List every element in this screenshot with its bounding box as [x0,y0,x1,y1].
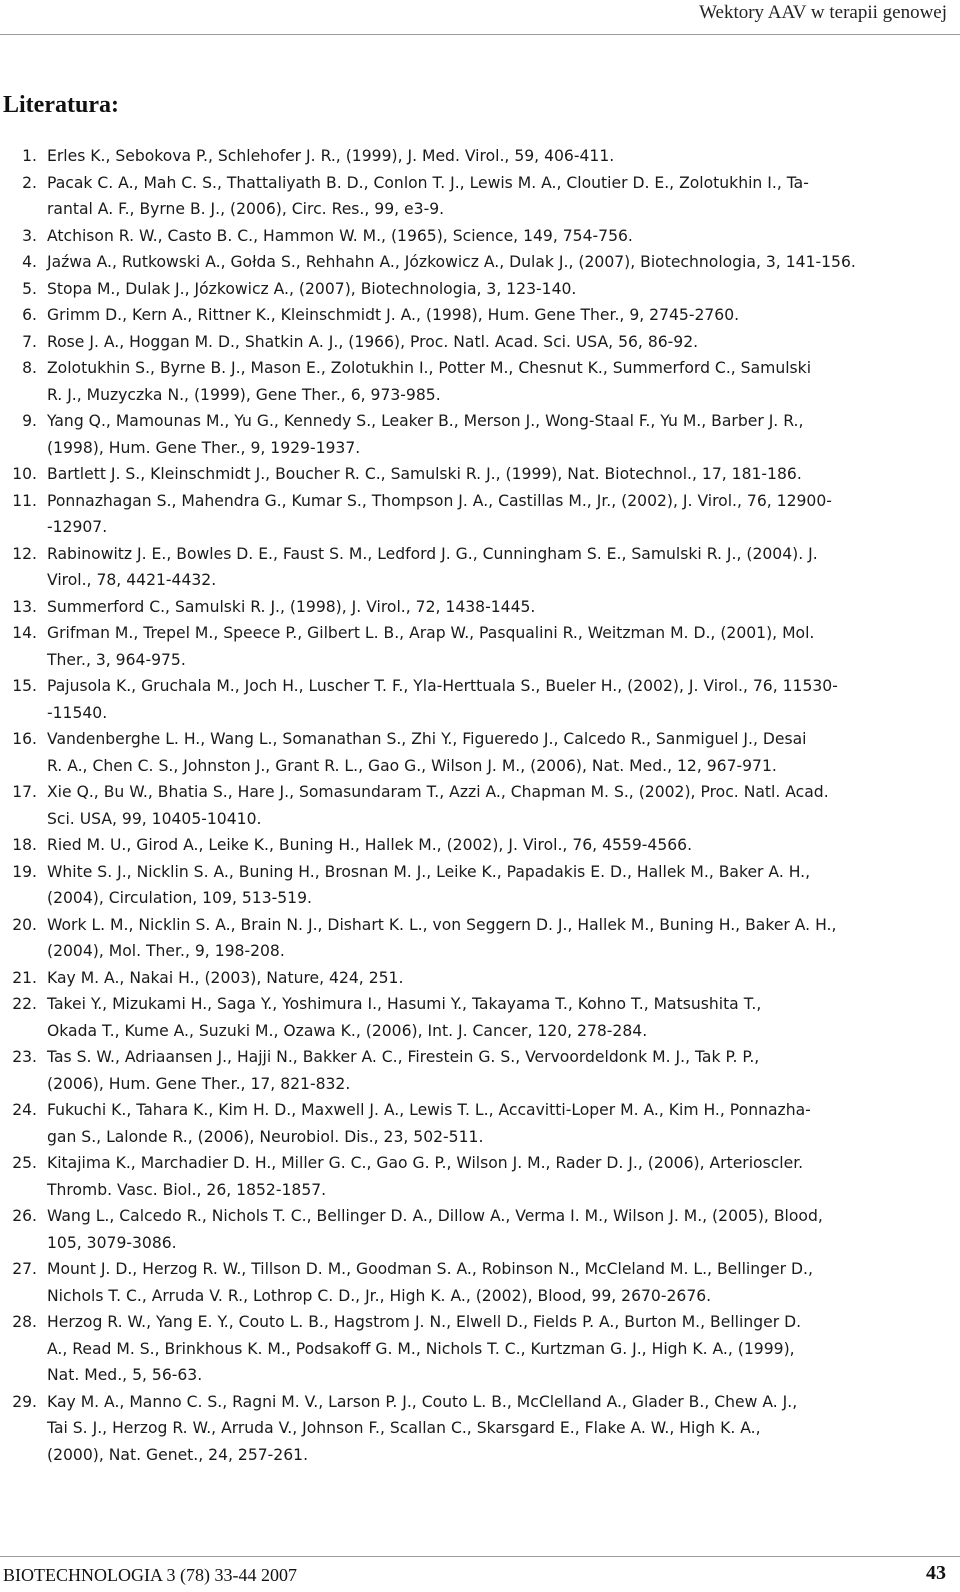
reference-item [0,620,960,673]
reference-text: Pajusola K., Gruchala M., Joch H., Luscher T. F., Yla-Herttuala S., Bueler H., (2002), J. Virol., 76, 11530- -11540. [47,677,838,722]
reference-text: Bartlett J. S., Kleinschmidt J., Boucher R. C., Samulski R. J., (1999), Nat. Biotechnol., 17, 181-186. [47,465,802,483]
reference-number: 15. [12,677,37,695]
reference-text: Atchison R. W., Casto B. C., Hammon W. M., (1965), Science, 149, 754-756. [47,226,633,245]
reference-text: Xie Q., Bu W., Bhatia S., Hare J., Somasundaram T., Azzi A., Chapman M. S., (2002), Proc. Natl. Acad. Sci. USA, 99, 10405-10410. [47,783,829,828]
reference-text: Takei Y., Mizukami H., Saga Y., Yoshimura I., Hasumi Y., Takayama T., Kohno T., Matsushita T., Okada T., Kume A., Suzuki M., Ozawa K., (2006), Int. J. Cancer, 120, 278-284. [47,995,762,1040]
reference-number: 16. [12,730,37,748]
reference-number: 1. [22,147,37,165]
reference-item [0,329,960,356]
reference-item [0,276,960,303]
journal-citation: BIOTECHNOLOGIA 3 (78) 33-44 2007 [3,1565,297,1585]
reference-text: Grifman M., Trepel M., Speece P., Gilbert L. B., Arap W., Pasqualini R., Weitzman M. D., (2001), Mol. Ther., 3, 964-975. [47,624,815,669]
reference-text: Grimm D., Kern A., Rittner K., Kleinschmidt J. A., (1998), Hum. Gene Ther., 9, 2745-2760. [47,306,740,324]
reference-number: 21. [12,968,37,987]
reference-text: Kay M. A., Manno C. S., Ragni M. V., Larson P. J., Couto L. B., McClelland A., Glader B., Chew A. J., Tai S. J., Herzog R. W., Arruda V., Johnson F., Scallan C., Skarsgard E., Flake A. W., High K. A., (2000), Nat. Genet., 24, 257-261. [47,1392,798,1464]
reference-item [0,302,960,329]
reference-item [0,779,960,832]
reference-number: 18. [12,836,37,854]
reference-number: 24. [12,1101,37,1119]
reference-number: 7. [22,332,37,351]
reference-item [0,1256,960,1309]
reference-text: Rabinowitz J. E., Bowles D. E., Faust S. M., Ledford J. G., Cunningham S. E., Samulski R. J., (2004). J. Virol., 78, 4421-4432. [47,544,818,589]
reference-text: Erles K., Sebokova P., Schlehofer J. R., (1999), J. Med. Virol., 59, 406-411. [47,147,615,165]
section-title: Literatura: [3,92,119,118]
header-divider [0,34,960,35]
reference-number: 26. [12,1207,37,1225]
reference-number: 13. [12,597,37,616]
reference-item [0,726,960,779]
reference-item [0,170,960,223]
reference-text: Fukuchi K., Tahara K., Kim H. D., Maxwell J. A., Lewis T. L., Accavitti-Loper M. A., Kim H., Ponnazha- gan S., Lalonde R., (2006), Neurobiol. Dis., 23, 502-511. [47,1101,811,1146]
reference-number: 11. [12,491,37,510]
reference-number: 2. [22,173,37,192]
reference-text: Ried M. U., Girod A., Leike K., Buning H., Hallek M., (2002), J. Virol., 76, 4559-4566. [47,836,693,854]
reference-text: Kitajima K., Marchadier D. H., Miller G. C., Gao G. P., Wilson J. M., Rader D. J., (2006), Arterioscler. Thromb. Vasc. Biol., 26, 1852-1857. [47,1154,804,1199]
running-header: Wektory AAV w terapii genowej [699,2,947,23]
reference-number: 4. [22,253,37,271]
reference-item [0,355,960,408]
reference-number: 17. [12,783,37,801]
reference-number: 28. [12,1313,37,1331]
reference-item [0,461,960,488]
reference-item [0,1203,960,1256]
reference-number: 6. [22,306,37,324]
reference-item [0,249,960,276]
reference-number: 25. [12,1154,37,1172]
reference-text: Herzog R. W., Yang E. Y., Couto L. B., Hagstrom J. N., Elwell D., Fields P. A., Burton M., Bellinger D. A., Read M. S., Brinkhous K. M., Podsakoff G. M., Nichols T. C., Kurtzman G. J., High K. A., (1999), Nat. Med., 5, 56-63. [47,1313,802,1384]
reference-item [0,541,960,594]
reference-item [0,991,960,1044]
reference-item [0,832,960,859]
reference-item [0,965,960,992]
reference-number: 5. [22,279,37,298]
reference-text: Jaźwa A., Rutkowski A., Gołda S., Rehhahn A., Józkowicz A., Dulak J., (2007), Biotechnologia, 3, 141-156. [47,253,856,271]
reference-item [0,912,960,965]
reference-item [0,1309,960,1389]
reference-item [0,1150,960,1203]
reference-text: Stopa M., Dulak J., Józkowicz A., (2007), Biotechnologia, 3, 123-140. [47,279,577,298]
footer-divider [0,1556,960,1557]
page-number: 43 [926,1562,946,1584]
reference-item [0,594,960,621]
reference-number: 20. [12,915,37,934]
reference-list [0,143,960,1468]
reference-text: Zolotukhin S., Byrne B. J., Mason E., Zolotukhin I., Potter M., Chesnut K., Summerford C., Samulski R. J., Muzyczka N., (1999), Gene Ther., 6, 973-985. [47,359,812,404]
reference-text: Rose J. A., Hoggan M. D., Shatkin A. J., (1966), Proc. Natl. Acad. Sci. USA, 56, 86-92. [47,332,699,351]
reference-text: Pacak C. A., Mah C. S., Thattaliyath B. D., Conlon T. J., Lewis M. A., Cloutier D. E., Zolotukhin I., Ta- rantal A. F., Byrne B. J., (2006), Circ. Res., 99, e3-9. [47,173,809,218]
reference-number: 14. [12,624,37,642]
reference-item [0,143,960,170]
reference-number: 23. [12,1048,37,1066]
reference-item [0,859,960,912]
reference-number: 27. [12,1260,37,1278]
reference-number: 3. [22,226,37,245]
reference-item [0,223,960,250]
reference-item [0,488,960,541]
reference-item [0,673,960,726]
reference-text: Yang Q., Mamounas M., Yu G., Kennedy S., Leaker B., Merson J., Wong-Staal F., Yu M., Barber J. R., (1998), Hum. Gene Ther., 9, 1929-1937. [47,412,804,457]
reference-text: Tas S. W., Adriaansen J., Hajji N., Bakker A. C., Firestein G. S., Vervoordeldonk M. J., Tak P. P., (2006), Hum. Gene Ther., 17, 821-832. [47,1048,760,1093]
reference-number: 10. [12,465,37,483]
reference-text: Summerford C., Samulski R. J., (1998), J. Virol., 72, 1438-1445. [47,597,536,616]
reference-text: Vandenberghe L. H., Wang L., Somanathan S., Zhi Y., Figueredo J., Calcedo R., Sanmiguel J., Desai R. A., Chen C. S., Johnston J., Grant R. L., Gao G., Wilson J. M., (2006), Nat. Med., 12, 967-971. [47,730,807,775]
reference-item [0,1097,960,1150]
reference-text: White S. J., Nicklin S. A., Buning H., Brosnan M. J., Leike K., Papadakis E. D., Hallek M., Baker A. H., (2004), Circulation, 109, 513-519. [47,862,811,907]
reference-text: Wang L., Calcedo R., Nichols T. C., Bellinger D. A., Dillow A., Verma I. M., Wilson J. M., (2005), Blood, 105, 3079-3086. [47,1207,823,1252]
reference-number: 9. [22,412,37,430]
reference-text: Ponnazhagan S., Mahendra G., Kumar S., Thompson J. A., Castillas M., Jr., (2002), J. Virol., 76, 12900- -12907. [47,491,832,536]
reference-number: 19. [12,862,37,881]
reference-number: 8. [22,359,37,377]
reference-text: Work L. M., Nicklin S. A., Brain N. J., Dishart K. L., von Seggern D. J., Hallek M., Buning H., Baker A. H., (2004), Mol. Ther., 9, 198-208. [47,915,837,960]
reference-number: 29. [12,1392,37,1411]
reference-number: 22. [12,995,37,1013]
reference-text: Mount J. D., Herzog R. W., Tillson D. M., Goodman S. A., Robinson N., McCleland M. L., Bellinger D., Nichols T. C., Arruda V. R., Lothrop C. D., Jr., High K. A., (2002), Blood, 99, 2670-2676. [47,1260,813,1305]
reference-item [0,1044,960,1097]
reference-number: 12. [12,544,37,563]
reference-text: Kay M. A., Nakai H., (2003), Nature, 424, 251. [47,968,404,987]
reference-item [0,1389,960,1469]
reference-item [0,408,960,461]
